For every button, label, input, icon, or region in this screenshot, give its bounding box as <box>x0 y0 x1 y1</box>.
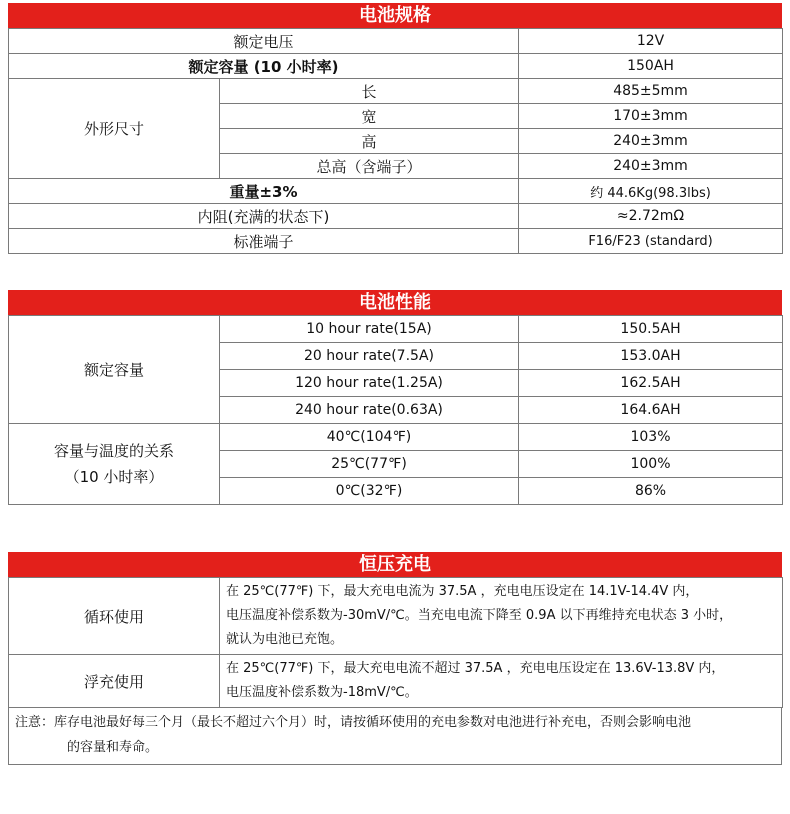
table-row <box>9 204 783 229</box>
table-row <box>9 578 783 655</box>
temp-relation-label <box>9 424 220 505</box>
rate-label: 120 hour rate(1.25A) <box>220 370 519 397</box>
cycle-use-label: 循环使用 <box>9 578 220 655</box>
charging-section <box>8 552 782 765</box>
dimensions-label: 外形尺寸 <box>9 79 220 179</box>
performance-table <box>8 315 783 505</box>
table-row <box>9 316 783 343</box>
length-label: 长 <box>220 79 519 104</box>
note-line: 注意：库存电池最好每三个月（最长不超过六个月）时，请按循环使用的充电参数对电池进行补充电，否则会影响电池 <box>15 715 692 730</box>
float-use-text <box>220 655 783 708</box>
temp-value: 100% <box>519 451 783 478</box>
charging-table <box>8 577 783 708</box>
rate-label: 240 hour rate(0.63A) <box>220 397 519 424</box>
rated-voltage-label: 额定电压 <box>9 29 519 54</box>
total-height-value: 240±3mm <box>519 154 783 179</box>
rated-voltage-value: 12V <box>519 29 783 54</box>
rated-capacity-value: 150AH <box>519 54 783 79</box>
height-value: 240±3mm <box>519 129 783 154</box>
charging-header: 恒压充电 <box>8 552 782 577</box>
width-value: 170±3mm <box>519 104 783 129</box>
spec-table <box>8 28 783 254</box>
rated-capacity-perf-label: 额定容量 <box>9 316 220 424</box>
table-row <box>9 229 783 254</box>
performance-section <box>8 290 782 505</box>
temp-value: 86% <box>519 478 783 505</box>
temp-label: 40℃(104℉) <box>220 424 519 451</box>
cycle-use-line: 在 25℃(77℉) 下，最大充电电流为 37.5A ，充电电压设定在 14.1V-14.4V 内， <box>226 584 699 599</box>
spec-header: 电池规格 <box>8 3 782 28</box>
performance-header: 电池性能 <box>8 290 782 315</box>
height-label: 高 <box>220 129 519 154</box>
temp-label: 25℃(77℉) <box>220 451 519 478</box>
note-line: 的容量和寿命。 <box>67 740 159 755</box>
resistance-value: ≈2.72mΩ <box>519 204 783 229</box>
cycle-use-line: 电压温度补偿系数为-30mV/℃。当充电电流下降至 0.9A 以下再维持充电状态 3 小时， <box>226 608 733 623</box>
terminal-label: 标准端子 <box>9 229 519 254</box>
cycle-use-line: 就认为电池已充饱。 <box>226 632 344 647</box>
cycle-use-text <box>220 578 783 655</box>
rate-value: 164.6AH <box>519 397 783 424</box>
width-label: 宽 <box>220 104 519 129</box>
rate-label: 20 hour rate(7.5A) <box>220 343 519 370</box>
table-row <box>9 655 783 708</box>
table-row <box>9 29 783 54</box>
weight-label: 重量±3% <box>9 179 519 204</box>
float-use-line: 电压温度补偿系数为-18mV/℃。 <box>226 685 418 700</box>
weight-value: 约 44.6Kg(98.3lbs) <box>519 179 783 204</box>
total-height-label: 总高（含端子） <box>220 154 519 179</box>
resistance-label: 内阻(充满的状态下) <box>9 204 519 229</box>
table-row <box>9 424 783 451</box>
table-row <box>9 179 783 204</box>
rate-value: 150.5AH <box>519 316 783 343</box>
rated-capacity-label: 额定容量 (10 小时率) <box>9 54 519 79</box>
float-use-line: 在 25℃(77℉) 下，最大充电电流不超过 37.5A ，充电电压设定在 13.6V-13.8V 内， <box>226 661 725 676</box>
float-use-label: 浮充使用 <box>9 655 220 708</box>
spec-section <box>8 3 782 254</box>
table-row <box>9 54 783 79</box>
table-row <box>9 79 783 104</box>
length-value: 485±5mm <box>519 79 783 104</box>
terminal-value: F16/F23 (standard) <box>519 229 783 254</box>
temp-label: 0℃(32℉) <box>220 478 519 505</box>
temp-relation-line2: （10 小时率） <box>64 468 164 486</box>
temp-value: 103% <box>519 424 783 451</box>
temp-relation-line1: 容量与温度的关系 <box>53 442 174 460</box>
rate-label: 10 hour rate(15A) <box>220 316 519 343</box>
rate-value: 162.5AH <box>519 370 783 397</box>
rate-value: 153.0AH <box>519 343 783 370</box>
storage-note <box>8 708 782 765</box>
